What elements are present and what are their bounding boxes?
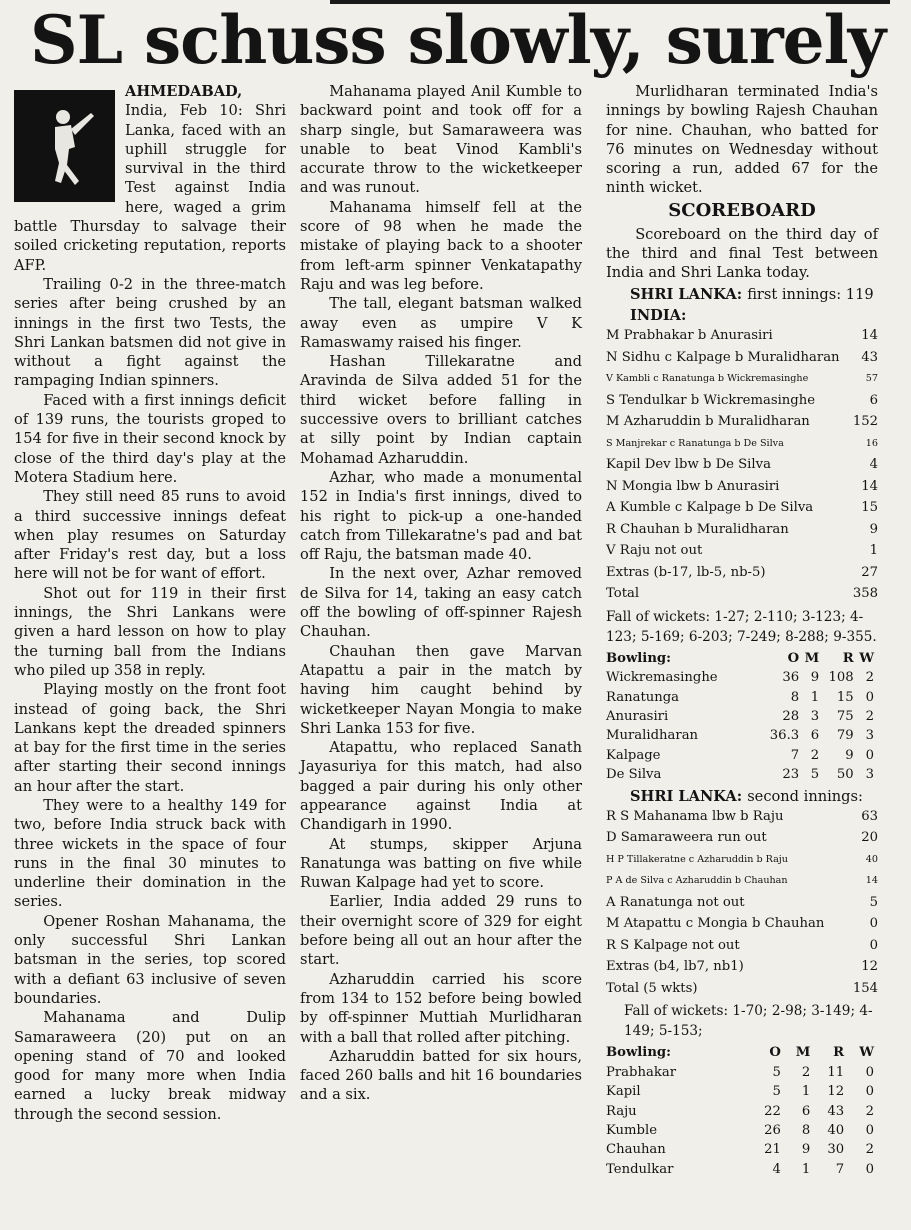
bowling-figure: 6: [810, 728, 820, 744]
bowling-figure: 21: [764, 1142, 781, 1158]
article-column-1: [14, 82, 286, 1124]
bowler-name: De Silva: [606, 767, 662, 783]
runs-value: 6: [869, 392, 878, 408]
runs-value: 5: [869, 894, 878, 910]
bowling-figure: 40: [827, 1123, 845, 1139]
batting-row: [606, 454, 878, 476]
bowling-header-cell: R: [833, 1045, 845, 1061]
bowling-figure: 26: [764, 1123, 781, 1139]
bowling-row: [606, 746, 874, 765]
cricketer-photo: [14, 90, 115, 202]
bowling-figure: 7: [790, 747, 800, 763]
bowling-figure: 0: [865, 747, 874, 763]
bowling-figure: 30: [827, 1142, 845, 1158]
batsman-entry: D Samaraweera run out: [606, 830, 767, 846]
runs-value: 14: [861, 478, 878, 494]
body-paragraph: Trailing 0-2 in the three-match series after being crushed by an innings in the first two Tests, the Shri Lankan batsmen did not give in without a fight against the rampaging Indian spinners.: [14, 275, 286, 390]
body-paragraph: Mahanama and Dulip Samaraweera (20) put on an opening stand of 70 and looked good for many more when India earned a lucky break midway through the second session.: [14, 1009, 286, 1123]
bowling-figure: 0: [865, 1064, 874, 1080]
runs-value: 358: [852, 586, 878, 602]
body-paragraph: The tall, elegant batsman walked away even as umpire V K Ramaswamy raised his finger.: [300, 295, 582, 351]
bowling-figure: 43: [827, 1103, 845, 1119]
batsman-entry: M Atapattu c Mongia b Chauhan: [606, 916, 825, 932]
sl-batting-list: [606, 806, 878, 1000]
innings-text: second innings:: [747, 787, 863, 805]
body-paragraph: Faced with a first innings deficit of 139 runs, the tourists groped to 154 for five in their second knock by close of the third day's play at the Motera Stadium here.: [14, 391, 286, 486]
batting-row: [606, 956, 878, 978]
body-paragraph: At stumps, skipper Arjuna Ranatunga was batting on five while Ruwan Kalpage had yet to score.: [300, 835, 582, 892]
bowling-figure: 75: [836, 708, 854, 724]
batting-row: [606, 583, 878, 605]
bowling-figure: 2: [865, 1103, 874, 1119]
bowling-figure: 0: [865, 1084, 874, 1100]
runs-value: 154: [852, 980, 878, 996]
headline: SL schuss slowly, surely: [29, 1, 886, 79]
bowler-name: Kumble: [606, 1123, 658, 1139]
bowling-figure: 3: [810, 708, 820, 724]
runs-value: 40: [865, 853, 878, 865]
batsman-entry: Extras (b-17, lb-5, nb-5): [606, 564, 766, 580]
bowling-figure: 1: [810, 689, 820, 705]
article-column-3: [606, 82, 878, 1179]
batsman-entry: V Kambli c Ranatunga b Wickremasinghe: [606, 373, 809, 385]
runs-value: 15: [861, 500, 878, 516]
bowling-header-cell: R: [842, 650, 854, 666]
sl-first-innings-heading: [630, 285, 878, 304]
bowling-row: [606, 1121, 874, 1140]
bowling-figure: 11: [827, 1064, 845, 1080]
bowler-name: Kapil: [606, 1084, 641, 1100]
body-paragraph: They still need 85 runs to avoid a third successive innings defeat when play resumes on Saturday after Friday's rest day, but a loss here will not be for want of effort.: [14, 488, 286, 583]
bowling-figure: 22: [764, 1103, 781, 1119]
bowler-name: Muralidharan: [606, 728, 699, 744]
team-label: SHRI LANKA:: [630, 285, 743, 303]
bowling-figure: 4: [772, 1161, 781, 1177]
batting-row: [606, 519, 878, 541]
lede-text: India, Feb 10: Shri Lanka, faced with an uphill struggle for survival in the third Test against India here, waged a grim battle Thursday to salvage their soiled cricketing reputation, reports AFP.: [14, 102, 286, 274]
runs-value: 14: [861, 328, 878, 344]
batting-row: [606, 913, 878, 935]
batsman-entry: Kapil Dev lbw b De Silva: [606, 457, 771, 473]
bowling-figure: 23: [782, 767, 800, 783]
batsman-silhouette-icon: [25, 101, 105, 191]
body-paragraph: Hashan Tillekaratne and Aravinda de Silva added 51 for the third wicket before falling in successive overs to brilliant catches at silly point by Indian captain Mohamad Azharuddin.: [300, 353, 582, 467]
bowling-figure: 8: [801, 1123, 811, 1139]
team-label: SHRI LANKA:: [630, 787, 743, 805]
bowling-figure: 2: [801, 1064, 811, 1080]
india-innings-heading: INDIA:: [630, 306, 687, 324]
batsman-entry: R Chauhan b Muralidharan: [606, 521, 789, 537]
body-paragraph: Shot out for 119 in their first innings, the Shri Lankans were given a hard lesson on how to play the turning ball from the Indians who piled up 358 in reply.: [14, 584, 286, 679]
scoreboard-intro: Scoreboard on the third day of the third and final Test between India and Shri Lanka today.: [606, 225, 878, 282]
runs-value: 20: [861, 830, 878, 846]
runs-value: 1: [869, 543, 878, 559]
bowling-figure: 9: [845, 747, 854, 763]
batting-row: [606, 325, 878, 347]
batting-row: [606, 892, 878, 914]
batting-row: [606, 849, 878, 871]
runs-value: 14: [865, 875, 878, 887]
batsman-entry: S Manjrekar c Ranatunga b De Silva: [606, 437, 784, 449]
batsman-entry: S Tendulkar b Wickremasinghe: [606, 392, 816, 408]
bowling-row: [606, 1063, 874, 1082]
bowler-name: Wickremasinghe: [606, 670, 718, 686]
batsman-entry: R S Kalpage not out: [606, 937, 740, 953]
body-paragraph: Opener Roshan Mahanama, the only successful Shri Lankan batsman in the series, top scored with a defiant 63 inclusive of seven boundaries.: [14, 912, 286, 1007]
bowling-figure: 1: [801, 1161, 811, 1177]
bowler-name: Prabhakar: [606, 1064, 676, 1080]
body-paragraph: Murlidharan terminated India's innings by bowling Rajesh Chauhan for nine. Chauhan, who batted for 76 minutes on Wednesday without scoring a run, added 67 for the ninth wicket.: [606, 83, 878, 197]
bowling-figure: 28: [782, 708, 800, 724]
body-paragraph: Atapattu, who replaced Sanath Jayasuriya for this match, had also bagged a pair during his only other appearance against India at Chandigarh in 1990.: [300, 739, 582, 834]
batting-row: [606, 540, 878, 562]
bowling-row: [606, 1140, 874, 1159]
batting-row: [606, 827, 878, 849]
batsman-entry: A Kumble c Kalpage b De Silva: [606, 500, 814, 516]
bowling-figure: 7: [835, 1161, 845, 1177]
runs-value: 9: [869, 521, 878, 537]
batsman-entry: Extras (b4, lb7, nb1): [606, 959, 744, 975]
bowling-header-cell: O: [787, 650, 800, 666]
bowling-figure: 50: [836, 767, 854, 783]
bowling-figure: 9: [810, 670, 820, 686]
innings-text: first innings: 119: [747, 285, 874, 303]
batting-row: [606, 806, 878, 828]
scoreboard-heading: SCOREBOARD: [668, 199, 816, 221]
batsman-entry: P A de Silva c Azharuddin b Chauhan: [606, 875, 788, 887]
batting-row: [606, 347, 878, 369]
bowling-header-cell: Bowling:: [606, 1045, 671, 1061]
batsman-entry: N Sidhu c Kalpage b Muralidharan: [606, 349, 840, 365]
bowling-figure: 5: [810, 767, 820, 783]
runs-value: 16: [865, 437, 878, 449]
batting-row: [606, 978, 878, 1000]
runs-value: 0: [869, 916, 878, 932]
bowler-name: Raju: [606, 1103, 637, 1119]
bowling-row: [606, 688, 874, 707]
bowling-figure: 0: [865, 1161, 874, 1177]
bowling-figure: 2: [865, 1142, 874, 1158]
bowling-figure: 3: [865, 767, 874, 783]
bowling-row: [606, 1102, 874, 1121]
batting-row: [606, 476, 878, 498]
bowling-header-row: [606, 1043, 874, 1062]
bowling-figure: 0: [865, 689, 874, 705]
bowling-figure: 36.3: [769, 728, 800, 744]
bowling-figure: 5: [772, 1084, 781, 1100]
bowling-figure: 36: [782, 670, 800, 686]
batting-row: [606, 433, 878, 455]
bowling-figure: 79: [836, 728, 854, 744]
dateline: AHMEDABAD,: [125, 83, 243, 100]
bowling-header-cell: M: [804, 650, 820, 666]
india-bowling-table: [606, 1043, 874, 1179]
bowler-name: Tendulkar: [606, 1161, 674, 1177]
bowling-header-cell: Bowling:: [606, 650, 671, 666]
bowling-row: [606, 765, 874, 784]
batting-row: [606, 497, 878, 519]
batting-row: [606, 390, 878, 412]
runs-value: 57: [865, 373, 878, 385]
body-paragraph: They were to a healthy 149 for two, before India struck back with three wickets in the space of four runs in the final 30 minutes to underline their domination in the series.: [14, 796, 286, 911]
bowling-header-row: [606, 649, 874, 668]
runs-value: 27: [861, 564, 878, 580]
batting-row: [606, 935, 878, 957]
bowling-row: [606, 1160, 874, 1179]
batsman-entry: A Ranatunga not out: [606, 894, 745, 910]
bowling-figure: 1: [801, 1084, 811, 1100]
runs-value: 43: [861, 349, 878, 365]
sl-second-innings-heading: [630, 787, 878, 806]
batsman-entry: M Azharuddin b Muralidharan: [606, 414, 810, 430]
article-column-2: [300, 82, 582, 1105]
bowling-row: [606, 1082, 874, 1101]
body-paragraph: Azhar, who made a monumental 152 in India's first innings, dived to his right to pick-up a one-handed catch from Tillekaratne's pad and bat off Raju, the batsman made 40.: [300, 468, 582, 564]
batting-row: [606, 368, 878, 390]
body-paragraph: Playing mostly on the front foot instead of going back, the Shri Lankans kept the dreaded spinners at bay for the first time in the series after starting their second innings an hour after the start.: [14, 681, 286, 795]
body-paragraph: Earlier, India added 29 runs to their overnight score of 329 for eight before being all out an hour after the start.: [300, 893, 582, 969]
bowling-figure: 2: [865, 670, 874, 686]
body-paragraph: Azharuddin batted for six hours, faced 260 balls and hit 16 boundaries and a six.: [300, 1047, 582, 1104]
bowling-figure: 9: [801, 1142, 811, 1158]
bowling-row: [606, 726, 874, 745]
bowling-figure: 0: [865, 1123, 874, 1139]
sl-bowling-table: [606, 649, 874, 785]
runs-value: 4: [869, 457, 878, 473]
batsman-entry: Total (5 wkts): [606, 980, 698, 996]
india-fall-of-wickets: Fall of wickets: 1-27; 2-110; 3-123; 4-123; 5-169; 6-203; 7-249; 8-288; 9-355.: [606, 608, 877, 645]
bowler-name: Kalpage: [606, 747, 661, 763]
body-paragraph: Mahanama played Anil Kumble to backward point and took off for a sharp single, but Samaraweera was unable to beat Vinod Kambli's accurate throw to the wicketkeeper and was runout.: [300, 83, 582, 197]
batsman-entry: Total: [606, 586, 640, 602]
body-paragraph: Azharuddin carried his score from 134 to 152 before being bowled by off-spinner Muttiah Murlidharan with a ball that rolled after pitching.: [300, 970, 582, 1046]
runs-value: 12: [861, 959, 878, 975]
bowling-figure: 3: [865, 728, 874, 744]
bowling-figure: 2: [810, 747, 820, 763]
bowling-header-cell: W: [859, 650, 874, 666]
batting-row: [606, 411, 878, 433]
runs-value: 152: [852, 414, 878, 430]
bowling-figure: 8: [790, 689, 800, 705]
bowling-figure: 6: [801, 1103, 811, 1119]
batsman-entry: V Raju not out: [606, 543, 703, 559]
bowling-figure: 5: [772, 1064, 781, 1080]
batsman-entry: H P Tillakeratne c Azharuddin b Raju: [606, 853, 788, 865]
batting-row: [606, 562, 878, 584]
batsman-entry: N Mongia lbw b Anurasiri: [606, 478, 780, 494]
bowling-header-cell: W: [859, 1045, 874, 1061]
bowling-figure: 2: [865, 708, 874, 724]
batsman-entry: M Prabhakar b Anurasiri: [606, 328, 773, 344]
bowling-header-cell: M: [795, 1045, 811, 1061]
body-paragraph: In the next over, Azhar removed de Silva for 14, taking an easy catch off the bowling of off-spinner Rajesh Chauhan.: [300, 565, 582, 641]
batting-row: [606, 870, 878, 892]
bowling-header-cell: O: [769, 1045, 781, 1061]
body-paragraph: Chauhan then gave Marvan Atapattu a pair in the match by having him caught behind by wicketkeeper Nayan Mongia to make Shri Lanka 153 for five.: [300, 642, 582, 737]
bowling-figure: 15: [836, 689, 854, 705]
india-batting-list: [606, 325, 878, 605]
bowling-row: [606, 707, 874, 726]
bowling-figure: 108: [828, 670, 854, 686]
bowler-name: Chauhan: [606, 1142, 666, 1158]
body-paragraph: Mahanama himself fell at the score of 98 when he made the mistake of playing back to a shooter from left-arm spinner Venkatapathy Raju and was leg before.: [300, 198, 582, 293]
runs-value: 0: [869, 937, 878, 953]
runs-value: 63: [861, 808, 878, 824]
bowler-name: Ranatunga: [606, 689, 680, 705]
bowler-name: Anurasiri: [606, 708, 669, 724]
batsman-entry: R S Mahanama lbw b Raju: [606, 808, 784, 824]
sl-fall-of-wickets: Fall of wickets: 1-70; 2-98; 3-149; 4-149; 5-153;: [624, 1003, 873, 1040]
bowling-figure: 12: [827, 1084, 845, 1100]
bowling-row: [606, 668, 874, 687]
